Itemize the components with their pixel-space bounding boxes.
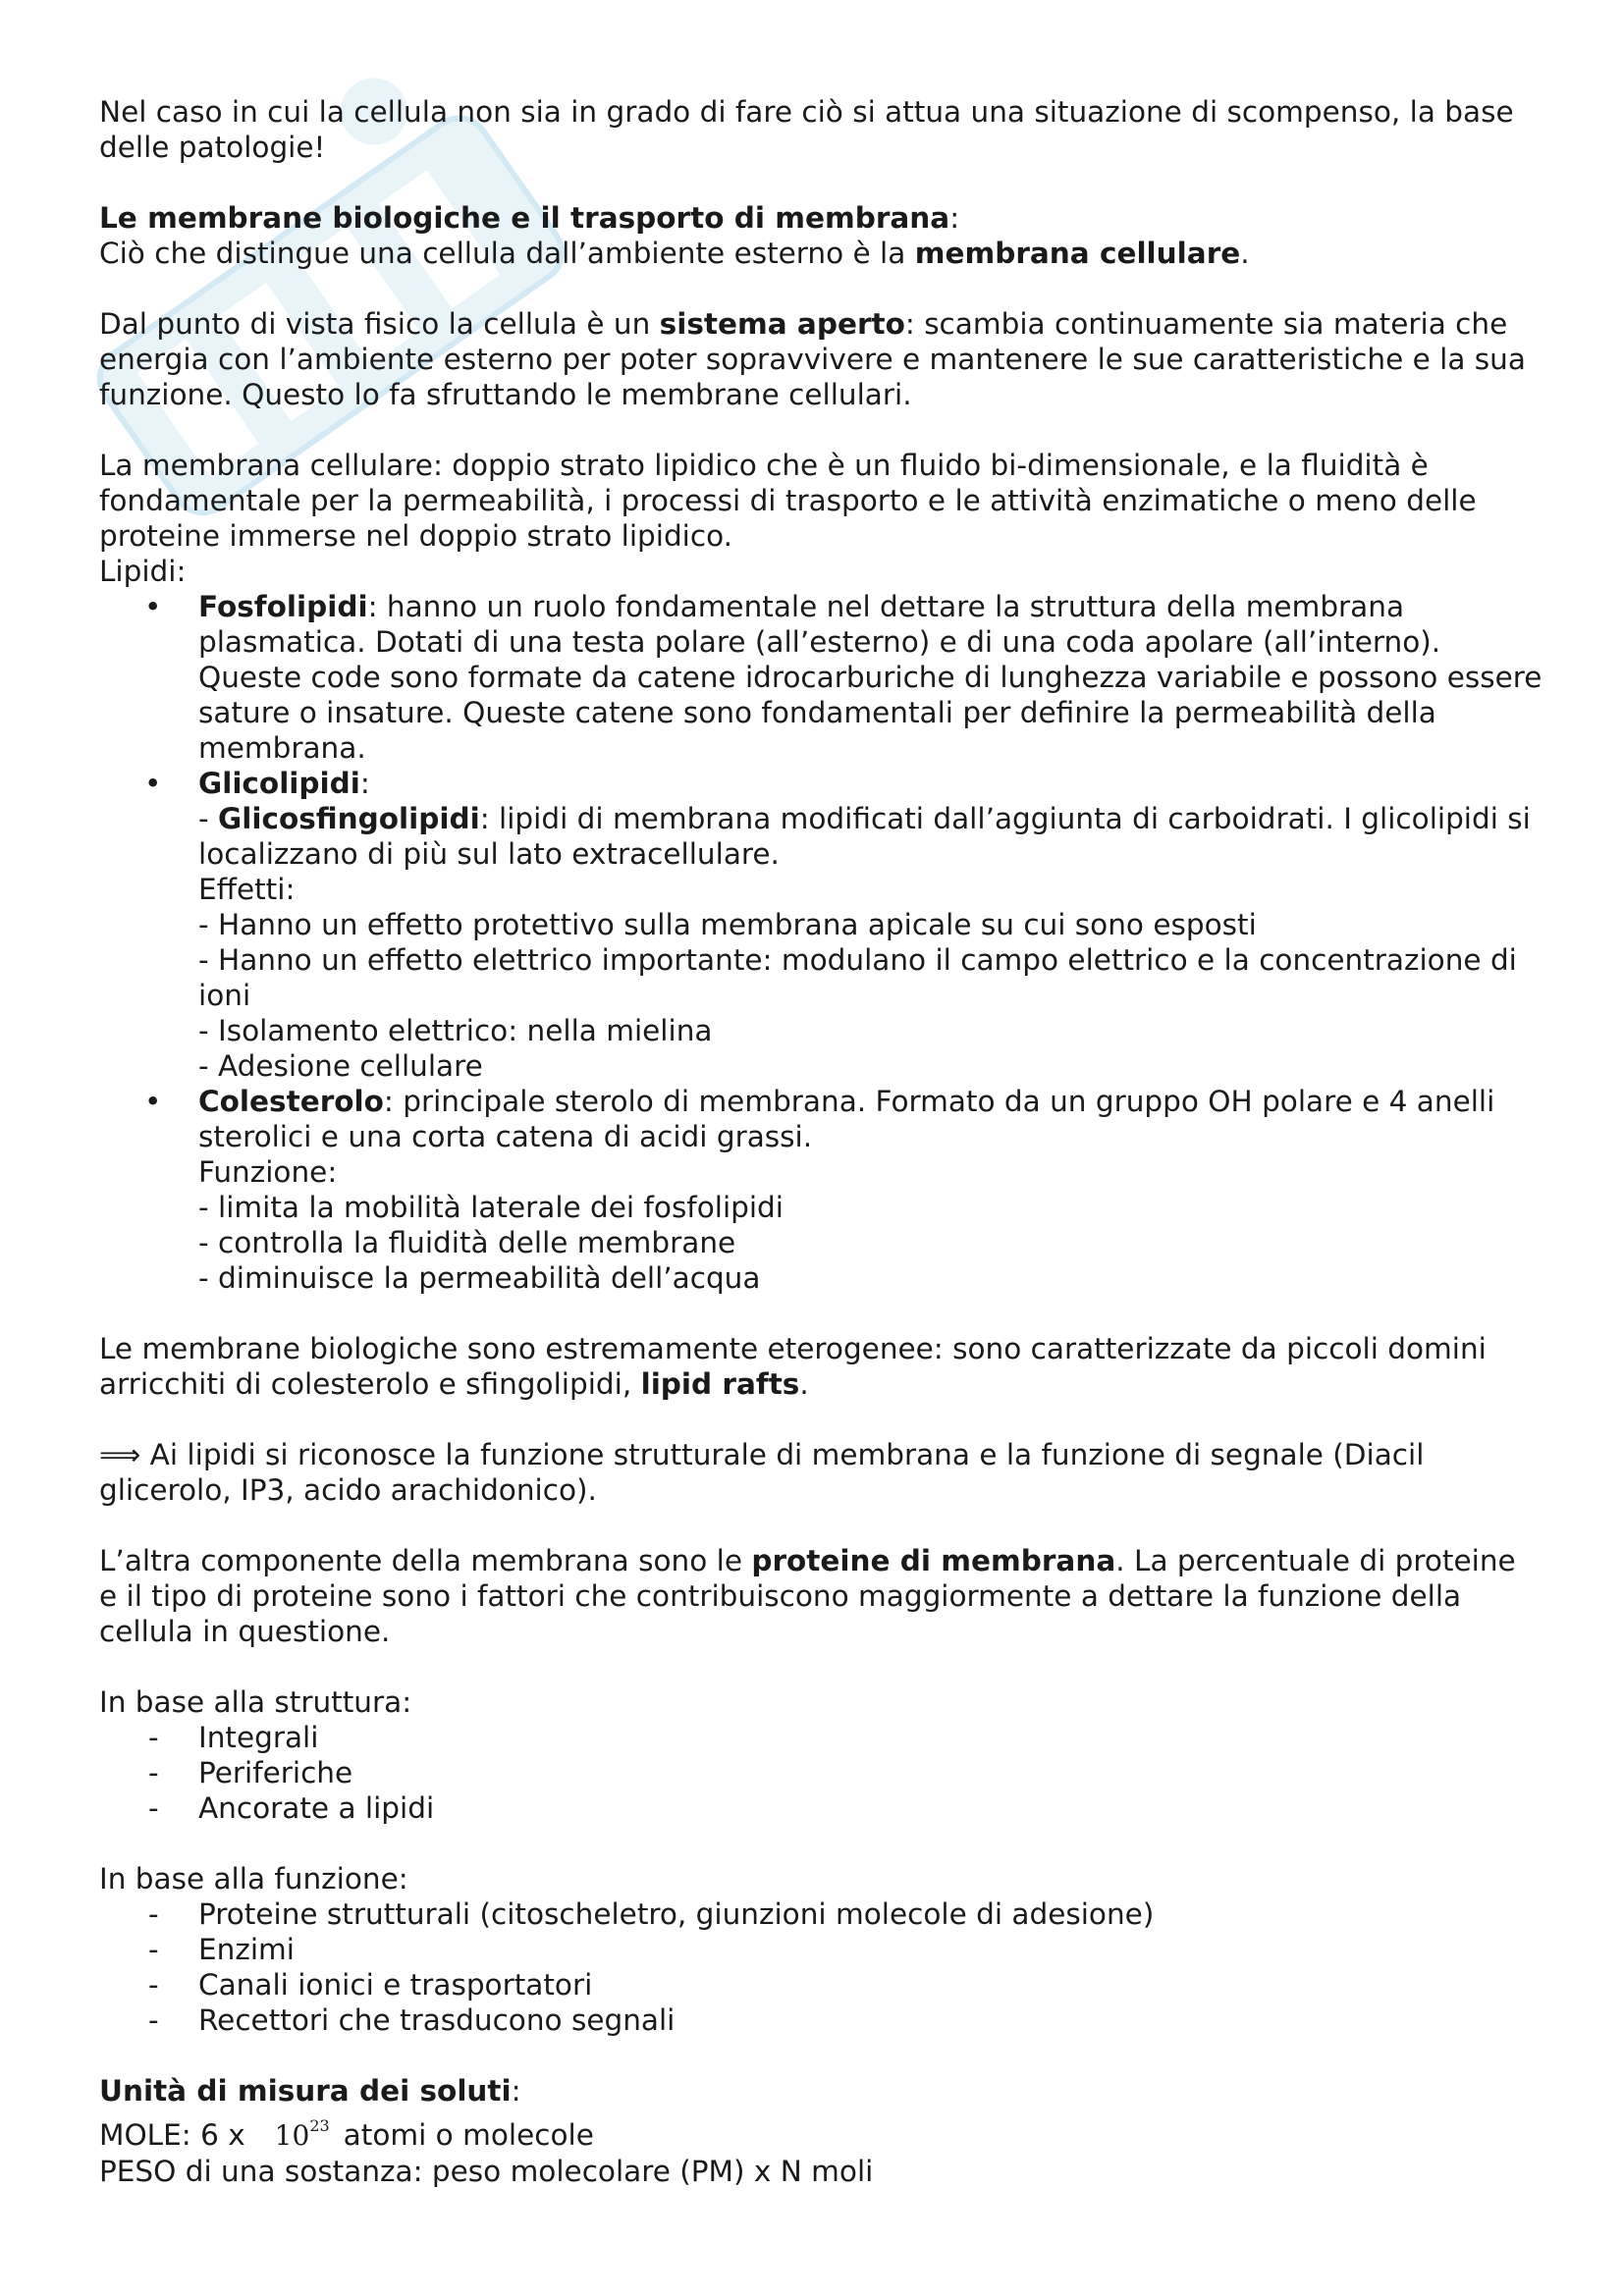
- text: : principale sterolo di membrana. Formato da un gruppo OH polare e 4 anelli sterolici e una corta catena di acidi grassi.: [198, 1085, 1495, 1153]
- funzione-item: - diminuisce la permeabilità dell’acqua: [198, 1261, 761, 1295]
- lipid-function-paragraph: ⟹ Ai lipidi si riconosce la funzione strutturale di membrana e la funzione di segnale (Diacil glicerolo, IP3, acido arachidonico).: [99, 1438, 1425, 1507]
- bullet-icon: •: [144, 1085, 162, 1118]
- formula-exponent: 23: [309, 2116, 330, 2135]
- open-system-paragraph: [99, 306, 1542, 412]
- mole-line: [99, 2109, 1542, 2154]
- list-item: [99, 1967, 1542, 2002]
- dash-icon: -: [148, 1897, 159, 1931]
- text: Recettori che trasducono segnali: [198, 2003, 676, 2037]
- effetti-item: - Hanno un effetto elettrico importante: modulano il campo elettrico e la concentrazione di ioni: [198, 943, 1517, 1012]
- text: : scambia continuamente sia materia che energia con l’ambiente esterno per poter sopravvivere e mantenere le sue caratteristiche e la sua funzione. Questo lo fa sfruttando le membrane cellulari.: [99, 307, 1526, 411]
- text: .: [1240, 237, 1250, 270]
- list-item: [99, 1720, 1542, 1755]
- funzione-label: Funzione:: [198, 1155, 338, 1189]
- dash-icon: -: [148, 1756, 159, 1789]
- effetti-item: - Adesione cellulare: [198, 1049, 483, 1083]
- list-item-colesterolo: [99, 1084, 1542, 1296]
- bold-term: Glicolipidi: [198, 767, 360, 800]
- bold-term: membrana cellulare: [914, 237, 1241, 270]
- text: atomi o molecole: [343, 2118, 594, 2152]
- bold-term: Glicosfingolipidi: [218, 802, 480, 835]
- dash-icon: -: [148, 1721, 159, 1754]
- dash-icon: -: [148, 1968, 159, 2002]
- text: : lipidi di membrana modificati dall’aggiunta di carboidrati. I glicolipidi si localizzano di più sul lato extracellulare.: [198, 802, 1531, 871]
- effetti-item: - Hanno un effetto protettivo sulla membrana apicale su cui sono esposti: [198, 908, 1257, 941]
- text: MOLE: 6 x: [99, 2118, 245, 2152]
- section-heading-membranes: [99, 200, 1542, 236]
- struttura-list: [99, 1720, 1542, 1826]
- lipid-bilayer-paragraph: La membrana cellulare: doppio strato lipidico che è un fluido bi-dimensionale, e la fluidità è fondamentale per la permeabilità, i processi di trasporto e le attività enzimatiche o meno delle proteine immerse nel doppio strato lipidico.: [99, 449, 1477, 553]
- text: :: [359, 767, 370, 800]
- funzione-item: - limita la mobilità laterale dei fosfolipidi: [198, 1191, 784, 1224]
- text: Ancorate a lipidi: [198, 1791, 435, 1825]
- list-item-glicolipidi: [99, 766, 1542, 1084]
- bullet-icon: •: [144, 590, 162, 623]
- heading-text: Le membrane biologiche e il trasporto di membrana: [99, 201, 950, 235]
- text: Ciò che distingue una cellula dall’ambiente esterno è la: [99, 237, 915, 270]
- funzione-label: In base alla funzione:: [99, 1862, 408, 1896]
- text: -: [198, 802, 219, 835]
- lipid-rafts-paragraph: [99, 1331, 1542, 1402]
- bold-term: proteine di membrana: [751, 1544, 1116, 1577]
- list-item: [99, 1896, 1542, 1932]
- formula-base: 10: [274, 2119, 310, 2152]
- text: . La percentuale di proteine e il tipo di proteine sono i fattori che contribuiscono maggiormente a dettare la funzione della cellula in questione.: [99, 1544, 1516, 1648]
- list-item: [99, 1932, 1542, 1967]
- list-item: [99, 2002, 1542, 2038]
- intro-paragraph: Nel caso in cui la cellula non sia in grado di fare ciò si attua una situazione di scompenso, la base delle patologie!: [99, 95, 1514, 164]
- list-item-fosfolipidi: [99, 589, 1542, 766]
- dash-icon: -: [148, 2003, 159, 2037]
- text: Dal punto di vista fisico la cellula è un: [99, 307, 660, 341]
- text: L’altra componente della membrana sono le: [99, 1544, 752, 1577]
- membrane-proteins-paragraph: [99, 1543, 1542, 1649]
- lipid-list: [99, 589, 1542, 1296]
- dash-icon: -: [148, 1791, 159, 1825]
- lipidi-label: Lipidi:: [99, 555, 187, 588]
- text: Proteine strutturali (citoscheletro, giunzioni molecole di adesione): [198, 1897, 1155, 1931]
- text: Periferiche: [198, 1756, 353, 1789]
- bold-term: Fosfolipidi: [198, 590, 368, 623]
- avogadro-formula: [274, 2116, 330, 2152]
- text: Le membrane biologiche sono estremamente eterogenee: sono caratterizzate da piccoli domini arricchiti di colesterolo e sfingolipidi,: [99, 1332, 1487, 1401]
- struttura-label: In base alla struttura:: [99, 1685, 412, 1719]
- text: : hanno un ruolo fondamentale nel dettare la struttura della membrana plasmatica. Dotati di una testa polare (all’esterno) e di una coda apolare (all’interno). Queste code sono formate da catene idrocarburiche di lunghezza variabile e possono essere sature o insature. Queste catene sono fondamentali per definire la permeabilità della membrana.: [198, 590, 1542, 765]
- document-page: [99, 94, 1542, 2189]
- text: Enzimi: [198, 1933, 295, 1966]
- heading-colon: :: [511, 2074, 521, 2108]
- bold-term: lipid rafts: [640, 1367, 800, 1401]
- list-item: [99, 1790, 1542, 1826]
- text: Integrali: [198, 1721, 319, 1754]
- funzione-list: [99, 1896, 1542, 2038]
- peso-line: PESO di una sostanza: peso molecolare (PM) x N moli: [99, 2155, 874, 2188]
- bold-term: sistema aperto: [659, 307, 905, 341]
- bullet-icon: •: [144, 767, 162, 800]
- heading-colon: :: [949, 201, 960, 235]
- dash-icon: -: [148, 1933, 159, 1966]
- glicosfingolipidi-line: [198, 801, 1542, 872]
- membrane-definition: [99, 236, 1542, 271]
- section-heading-unita: [99, 2073, 1542, 2109]
- bold-term: Colesterolo: [198, 1085, 384, 1118]
- effetti-item: - Isolamento elettrico: nella mielina: [198, 1014, 713, 1047]
- effetti-label: Effetti:: [198, 873, 296, 906]
- list-item: [99, 1755, 1542, 1790]
- text: Canali ionici e trasportatori: [198, 1968, 593, 2002]
- text: .: [799, 1367, 809, 1401]
- heading-text: Unità di misura dei soluti: [99, 2074, 512, 2108]
- funzione-item: - controlla la fluidità delle membrane: [198, 1226, 736, 1259]
